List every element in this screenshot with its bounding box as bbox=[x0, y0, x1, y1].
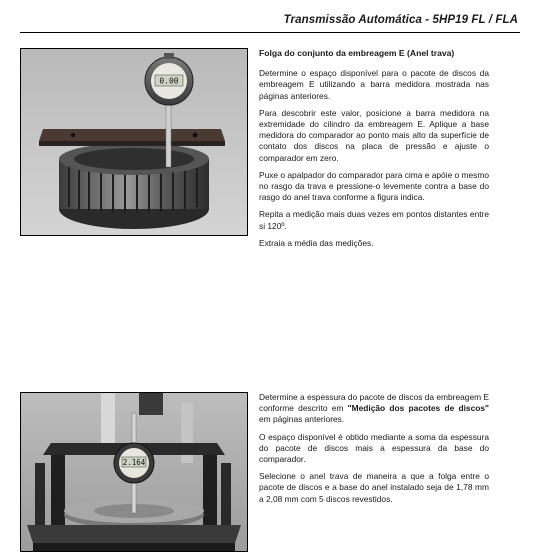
paragraph: Extraia a média das medições. bbox=[259, 237, 374, 248]
photo-disc-pack-measurement bbox=[20, 392, 248, 552]
section-title: Folga do conjunto da embreagem E (Anel trava) bbox=[259, 48, 455, 58]
reference-title: "Medição dos pacotes de discos" bbox=[347, 403, 489, 414]
paragraph: Puxe o apalpador do comparador para cima e apóie o mesmo no rasgo da trava e pressione-o levemente contra a base do rasgo do anel trava conforme a figura indica. bbox=[259, 169, 489, 203]
paragraph: O espaço disponível é obtido mediante a soma da espessura do pacote de discos mais a espessura da base do comparador. bbox=[259, 431, 489, 465]
paragraph: Determine o espaço disponível para o pacote de discos da embreagem E utilizando a barra medidora mostrada nas páginas anteriores. bbox=[259, 68, 489, 101]
page-title: Transmissão Automática - 5HP19 FL / FLA bbox=[283, 14, 518, 26]
gauge-reading-2: 2.164 bbox=[122, 458, 146, 467]
section-disc-pack bbox=[259, 392, 489, 511]
paragraph: Repita a medição mais duas vezes em pontos distantes entre si 120º. bbox=[259, 209, 489, 231]
paragraph-text: em páginas anteriores. bbox=[259, 414, 345, 425]
paragraph: Para descobrir este valor, posicione a barra medidora na extremidade do cilindro da embreagem E. Aplique a base medidora do comparador ao ponto mais alto da superfície de contato dos discos na placa de pressão e ajuste o comparador em zero. bbox=[259, 107, 489, 163]
header-divider bbox=[20, 32, 520, 33]
gauge-reading-1: 0.00 bbox=[159, 76, 179, 86]
paragraph bbox=[259, 392, 489, 426]
photo-clutch-gap-measurement bbox=[20, 48, 248, 236]
section-clutch-gap bbox=[259, 48, 489, 255]
paragraph: Selecione o anel trava de maneira a que a folga entre o pacote de discos e a base do anel instalado seja de 1,78 mm a 2,08 mm com 5 discos revestidos. bbox=[259, 471, 489, 504]
paragraph-text: Determine a espessura do pacote de discos da embreagem E conforme descrito em bbox=[259, 392, 489, 414]
